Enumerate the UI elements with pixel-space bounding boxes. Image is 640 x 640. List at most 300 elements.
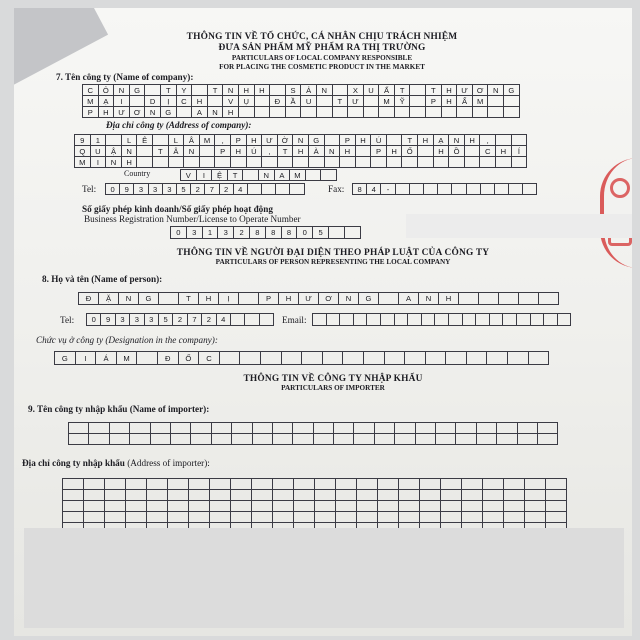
char-box[interactable] [345, 227, 361, 239]
char-box[interactable] [497, 434, 517, 445]
char-box[interactable] [336, 512, 357, 523]
char-box[interactable]: 1 [91, 135, 107, 146]
char-box[interactable]: P [215, 146, 231, 157]
char-box[interactable]: H [122, 157, 138, 168]
char-box[interactable] [456, 434, 476, 445]
person-tel-grid[interactable] [86, 313, 274, 326]
char-box[interactable] [436, 423, 456, 434]
license-number-grid[interactable] [170, 226, 361, 239]
char-box[interactable] [375, 434, 395, 445]
char-box[interactable] [315, 501, 336, 512]
char-box[interactable]: M [200, 135, 216, 146]
char-box[interactable] [105, 479, 126, 490]
char-box[interactable] [504, 490, 525, 501]
char-box[interactable] [315, 490, 336, 501]
char-box[interactable] [137, 146, 153, 157]
char-box[interactable] [105, 512, 126, 523]
char-box[interactable]: À [309, 146, 325, 157]
char-box[interactable] [231, 512, 252, 523]
char-box[interactable] [473, 107, 489, 118]
char-box[interactable] [529, 352, 550, 365]
char-box[interactable] [367, 314, 381, 326]
char-box[interactable] [379, 107, 395, 118]
char-box[interactable]: Ụ [239, 96, 255, 107]
char-box[interactable] [378, 512, 399, 523]
char-box[interactable] [69, 434, 89, 445]
char-box[interactable] [546, 512, 567, 523]
designation-grid[interactable] [54, 351, 549, 365]
char-box[interactable]: Ạ [434, 135, 450, 146]
char-box[interactable]: M [75, 157, 91, 168]
char-box[interactable]: H [496, 146, 512, 157]
char-box[interactable] [231, 314, 245, 326]
char-box[interactable] [126, 501, 147, 512]
char-box[interactable]: P [371, 146, 387, 157]
char-box[interactable] [184, 157, 200, 168]
char-box[interactable]: 8 [250, 227, 266, 239]
char-box[interactable] [462, 512, 483, 523]
char-box[interactable]: T [208, 85, 224, 96]
char-box[interactable]: H [442, 85, 458, 96]
char-box[interactable] [177, 107, 193, 118]
char-box[interactable] [317, 96, 333, 107]
char-box[interactable]: Â [169, 146, 185, 157]
char-box[interactable] [151, 423, 171, 434]
char-box[interactable] [465, 157, 481, 168]
char-box[interactable]: Ị [161, 96, 177, 107]
char-box[interactable] [270, 85, 286, 96]
char-box[interactable] [452, 184, 466, 195]
char-box[interactable] [483, 490, 504, 501]
char-box[interactable] [192, 85, 208, 96]
char-box[interactable] [168, 512, 189, 523]
char-box[interactable] [546, 490, 567, 501]
char-box[interactable] [456, 423, 476, 434]
char-box[interactable] [240, 352, 261, 365]
char-box[interactable]: , [262, 146, 278, 157]
char-box[interactable] [69, 423, 89, 434]
char-box[interactable]: D [145, 96, 161, 107]
char-box[interactable]: P [340, 135, 356, 146]
char-box[interactable]: Ố [179, 352, 200, 365]
char-box[interactable]: Ị [219, 293, 239, 305]
char-box[interactable]: T [278, 146, 294, 157]
char-box[interactable] [189, 490, 210, 501]
char-box[interactable] [449, 314, 463, 326]
char-box[interactable]: Â [184, 135, 200, 146]
char-box[interactable]: Ư [262, 135, 278, 146]
char-box[interactable] [399, 501, 420, 512]
char-box[interactable] [463, 314, 477, 326]
char-box[interactable] [153, 157, 169, 168]
char-box[interactable] [348, 107, 364, 118]
char-box[interactable] [126, 490, 147, 501]
char-box[interactable] [105, 490, 126, 501]
char-box[interactable]: 7 [188, 314, 202, 326]
char-box[interactable] [364, 107, 380, 118]
char-box[interactable]: 3 [218, 227, 234, 239]
char-box[interactable] [130, 434, 150, 445]
char-box[interactable]: A [399, 293, 419, 305]
char-box[interactable] [395, 434, 415, 445]
char-box[interactable]: G [139, 293, 159, 305]
char-box[interactable] [525, 479, 546, 490]
char-box[interactable]: Á [96, 352, 117, 365]
char-box[interactable] [504, 96, 520, 107]
char-box[interactable]: A [192, 107, 208, 118]
char-box[interactable] [302, 352, 323, 365]
char-box[interactable]: 3 [163, 184, 177, 195]
char-box[interactable]: P [426, 96, 442, 107]
char-box[interactable] [262, 184, 276, 195]
char-box[interactable]: L [122, 135, 138, 146]
char-box[interactable]: H [465, 135, 481, 146]
char-box[interactable]: , [480, 135, 496, 146]
char-box[interactable] [273, 423, 293, 434]
char-box[interactable]: H [340, 146, 356, 157]
char-box[interactable] [89, 423, 109, 434]
char-box[interactable] [315, 512, 336, 523]
char-box[interactable] [357, 512, 378, 523]
char-box[interactable] [378, 490, 399, 501]
char-box[interactable]: H [247, 135, 263, 146]
char-box[interactable] [467, 184, 481, 195]
char-box[interactable] [261, 352, 282, 365]
char-box[interactable]: 5 [177, 184, 191, 195]
char-box[interactable] [252, 490, 273, 501]
char-box[interactable] [273, 490, 294, 501]
char-box[interactable] [364, 352, 385, 365]
char-box[interactable]: X [348, 85, 364, 96]
char-box[interactable]: Ơ [130, 107, 146, 118]
char-box[interactable] [325, 135, 341, 146]
char-box[interactable]: 5 [313, 227, 329, 239]
char-box[interactable] [105, 501, 126, 512]
char-box[interactable]: Ỹ [395, 96, 411, 107]
char-box[interactable] [239, 107, 255, 118]
char-box[interactable]: V [223, 96, 239, 107]
char-box[interactable]: Ú [371, 135, 387, 146]
char-box[interactable]: 2 [234, 227, 250, 239]
char-box[interactable] [476, 314, 490, 326]
char-box[interactable] [340, 157, 356, 168]
char-box[interactable]: U [364, 85, 380, 96]
char-box[interactable] [189, 501, 210, 512]
char-box[interactable] [525, 512, 546, 523]
char-box[interactable]: 9 [75, 135, 91, 146]
char-box[interactable]: N [293, 135, 309, 146]
char-box[interactable] [420, 501, 441, 512]
char-box[interactable] [334, 434, 354, 445]
char-box[interactable] [512, 135, 528, 146]
char-box[interactable]: Ơ [319, 293, 339, 305]
char-box[interactable] [488, 107, 504, 118]
char-box[interactable] [306, 170, 322, 181]
char-box[interactable] [420, 512, 441, 523]
char-box[interactable] [63, 490, 84, 501]
char-box[interactable] [200, 157, 216, 168]
char-box[interactable] [278, 157, 294, 168]
char-box[interactable] [408, 314, 422, 326]
char-box[interactable] [130, 96, 146, 107]
char-box[interactable]: 0 [87, 314, 101, 326]
char-box[interactable] [159, 293, 179, 305]
char-box[interactable]: T [333, 96, 349, 107]
char-box[interactable] [416, 434, 436, 445]
char-box[interactable]: L [169, 135, 185, 146]
char-box[interactable] [327, 314, 341, 326]
char-box[interactable]: P [83, 107, 99, 118]
char-box[interactable] [147, 512, 168, 523]
char-box[interactable] [314, 423, 334, 434]
company-tel-grid[interactable] [105, 183, 305, 195]
char-box[interactable]: 5 [159, 314, 173, 326]
char-box[interactable]: N [259, 170, 275, 181]
char-box[interactable] [488, 96, 504, 107]
char-box[interactable]: N [145, 107, 161, 118]
char-box[interactable]: T [395, 85, 411, 96]
char-box[interactable] [531, 314, 545, 326]
char-box[interactable] [210, 512, 231, 523]
char-box[interactable]: N [184, 146, 200, 157]
char-box[interactable] [467, 352, 488, 365]
char-box[interactable]: Ầ [286, 96, 302, 107]
char-box[interactable] [410, 184, 424, 195]
char-box[interactable] [356, 157, 372, 168]
char-box[interactable] [276, 184, 290, 195]
char-box[interactable] [231, 479, 252, 490]
char-box[interactable]: G [130, 85, 146, 96]
char-box[interactable] [63, 501, 84, 512]
char-box[interactable] [379, 293, 399, 305]
char-box[interactable] [212, 434, 232, 445]
company-name-grid[interactable] [82, 84, 520, 118]
char-box[interactable] [481, 184, 495, 195]
char-box[interactable] [130, 423, 150, 434]
char-box[interactable] [63, 512, 84, 523]
company-address-grid[interactable] [74, 134, 527, 168]
person-email-grid[interactable] [312, 313, 571, 326]
char-box[interactable]: 7 [205, 184, 219, 195]
char-box[interactable] [378, 479, 399, 490]
char-box[interactable]: H [293, 146, 309, 157]
char-box[interactable] [544, 314, 558, 326]
char-box[interactable] [441, 479, 462, 490]
char-box[interactable] [84, 501, 105, 512]
char-box[interactable] [442, 107, 458, 118]
char-box[interactable] [410, 107, 426, 118]
char-box[interactable] [435, 314, 449, 326]
char-box[interactable] [336, 490, 357, 501]
char-box[interactable]: Ư [457, 85, 473, 96]
char-box[interactable]: Y [177, 85, 193, 96]
char-box[interactable] [504, 479, 525, 490]
char-box[interactable] [387, 135, 403, 146]
char-box[interactable] [262, 157, 278, 168]
char-box[interactable] [290, 184, 304, 195]
char-box[interactable]: C [83, 85, 99, 96]
char-box[interactable]: 2 [173, 314, 187, 326]
importer-address-grid[interactable] [62, 478, 567, 534]
char-box[interactable] [354, 423, 374, 434]
char-box[interactable]: Ê [137, 135, 153, 146]
char-box[interactable]: 3 [145, 314, 159, 326]
char-box[interactable] [438, 184, 452, 195]
char-box[interactable] [151, 434, 171, 445]
char-box[interactable]: N [223, 85, 239, 96]
char-box[interactable] [525, 490, 546, 501]
char-box[interactable] [260, 314, 274, 326]
char-box[interactable] [504, 512, 525, 523]
char-box[interactable]: 4 [367, 184, 381, 195]
char-box[interactable] [395, 107, 411, 118]
char-box[interactable] [499, 293, 519, 305]
char-box[interactable] [273, 479, 294, 490]
char-box[interactable]: Ư [114, 107, 130, 118]
char-box[interactable] [523, 184, 537, 195]
char-box[interactable] [215, 157, 231, 168]
char-box[interactable]: Ố [402, 146, 418, 157]
char-box[interactable] [483, 479, 504, 490]
char-box[interactable] [357, 479, 378, 490]
char-box[interactable] [169, 157, 185, 168]
char-box[interactable] [504, 107, 520, 118]
char-box[interactable] [314, 434, 334, 445]
char-box[interactable]: 4 [217, 314, 231, 326]
person-name-grid[interactable] [78, 292, 559, 305]
char-box[interactable]: 2 [202, 314, 216, 326]
char-box[interactable] [519, 293, 539, 305]
char-box[interactable] [441, 501, 462, 512]
char-box[interactable]: 8 [353, 184, 367, 195]
char-box[interactable] [270, 107, 286, 118]
char-box[interactable] [483, 512, 504, 523]
char-box[interactable]: M [117, 352, 138, 365]
char-box[interactable] [189, 512, 210, 523]
char-box[interactable]: 3 [149, 184, 163, 195]
char-box[interactable]: I [114, 96, 130, 107]
char-box[interactable] [518, 434, 538, 445]
char-box[interactable] [381, 314, 395, 326]
char-box[interactable]: V [181, 170, 197, 181]
char-box[interactable] [354, 434, 374, 445]
char-box[interactable] [63, 479, 84, 490]
char-box[interactable] [416, 423, 436, 434]
char-box[interactable] [200, 146, 216, 157]
char-box[interactable]: A [275, 170, 291, 181]
char-box[interactable]: 0 [171, 227, 187, 239]
char-box[interactable] [371, 157, 387, 168]
char-box[interactable]: N [325, 146, 341, 157]
char-box[interactable] [434, 157, 450, 168]
char-box[interactable] [253, 423, 273, 434]
char-box[interactable]: 9 [101, 314, 115, 326]
char-box[interactable] [480, 157, 496, 168]
char-box[interactable]: - [381, 184, 395, 195]
char-box[interactable] [147, 479, 168, 490]
char-box[interactable] [405, 352, 426, 365]
char-box[interactable] [137, 157, 153, 168]
char-box[interactable]: Ẩ [457, 96, 473, 107]
char-box[interactable] [323, 352, 344, 365]
char-box[interactable]: 8 [282, 227, 298, 239]
char-box[interactable] [495, 184, 509, 195]
char-box[interactable]: N [122, 146, 138, 157]
char-box[interactable]: Ơ [473, 85, 489, 96]
char-box[interactable]: Ạ [99, 96, 115, 107]
char-box[interactable]: 8 [266, 227, 282, 239]
char-box[interactable] [336, 479, 357, 490]
char-box[interactable] [396, 184, 410, 195]
char-box[interactable]: Đ [79, 293, 99, 305]
char-box[interactable] [490, 314, 504, 326]
char-box[interactable] [110, 434, 130, 445]
char-box[interactable]: 3 [134, 184, 148, 195]
char-box[interactable] [247, 157, 263, 168]
char-box[interactable] [410, 85, 426, 96]
char-box[interactable] [243, 170, 259, 181]
char-box[interactable] [449, 157, 465, 168]
char-box[interactable] [354, 314, 368, 326]
char-box[interactable] [441, 512, 462, 523]
char-box[interactable]: 3 [116, 314, 130, 326]
char-box[interactable]: Ệ [212, 170, 228, 181]
char-box[interactable]: P [231, 135, 247, 146]
char-box[interactable]: T [402, 135, 418, 146]
char-box[interactable]: Ư [348, 96, 364, 107]
char-box[interactable] [333, 85, 349, 96]
char-box[interactable]: Ặ [99, 293, 119, 305]
char-box[interactable] [525, 501, 546, 512]
char-box[interactable] [231, 157, 247, 168]
char-box[interactable]: S [286, 85, 302, 96]
char-box[interactable] [110, 423, 130, 434]
char-box[interactable] [420, 490, 441, 501]
char-box[interactable]: Ô [99, 85, 115, 96]
char-box[interactable] [465, 146, 481, 157]
char-box[interactable] [84, 512, 105, 523]
char-box[interactable] [147, 501, 168, 512]
char-box[interactable] [424, 184, 438, 195]
char-box[interactable] [147, 490, 168, 501]
char-box[interactable] [334, 423, 354, 434]
char-box[interactable] [293, 434, 313, 445]
char-box[interactable] [126, 512, 147, 523]
char-box[interactable] [168, 479, 189, 490]
char-box[interactable]: M [473, 96, 489, 107]
char-box[interactable]: Ậ [106, 146, 122, 157]
char-box[interactable] [286, 107, 302, 118]
char-box[interactable] [210, 479, 231, 490]
char-box[interactable]: N [339, 293, 359, 305]
char-box[interactable] [153, 135, 169, 146]
char-box[interactable] [248, 184, 262, 195]
char-box[interactable] [171, 434, 191, 445]
char-box[interactable] [357, 501, 378, 512]
char-box[interactable]: 4 [234, 184, 248, 195]
char-box[interactable]: H [387, 146, 403, 157]
char-box[interactable] [546, 501, 567, 512]
char-box[interactable]: H [192, 96, 208, 107]
char-box[interactable] [387, 157, 403, 168]
char-box[interactable]: Ồ [449, 146, 465, 157]
char-box[interactable] [210, 501, 231, 512]
char-box[interactable] [245, 314, 259, 326]
char-box[interactable] [126, 479, 147, 490]
char-box[interactable] [517, 314, 531, 326]
char-box[interactable]: H [223, 107, 239, 118]
char-box[interactable] [356, 146, 372, 157]
